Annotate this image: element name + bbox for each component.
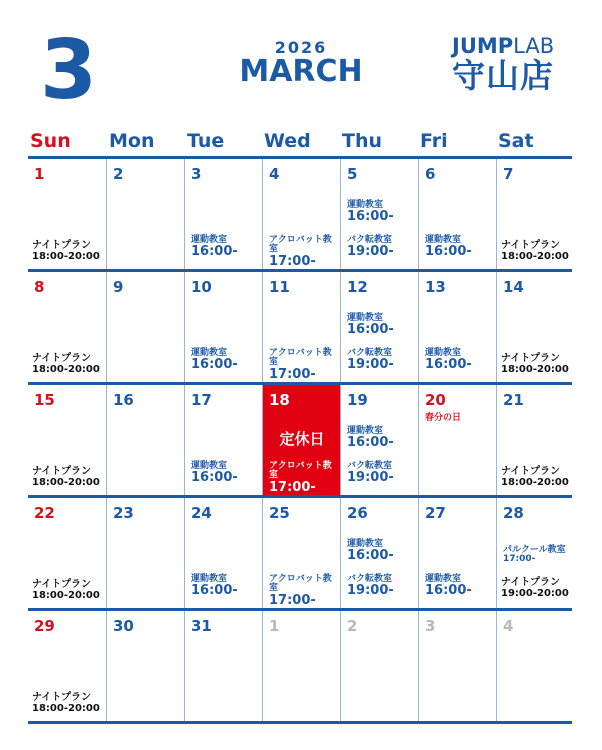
day-number: 21 bbox=[503, 391, 524, 409]
acro-class: アクロバット教室 17:00- bbox=[269, 574, 332, 608]
day-number: 27 bbox=[425, 504, 446, 522]
night-plan: ナイトプラン 18:00-20:00 bbox=[501, 466, 569, 488]
day-number: 2 bbox=[113, 165, 124, 183]
weekday-thu: Thu bbox=[342, 130, 383, 152]
holiday-name: 春分の日 bbox=[425, 413, 462, 423]
day-number: 3 bbox=[191, 165, 202, 183]
day-number: 3 bbox=[425, 617, 436, 635]
day-cell bbox=[106, 498, 184, 608]
day-cell bbox=[106, 611, 184, 721]
day-number: 12 bbox=[347, 278, 368, 296]
undou-class: 運動教室 16:00- bbox=[347, 313, 394, 338]
day-number: 14 bbox=[503, 278, 524, 296]
acro-class: アクロバット教室 17:00- bbox=[269, 461, 332, 495]
day-number: 18 bbox=[269, 391, 290, 409]
store-logo bbox=[452, 36, 582, 95]
undou-class: 運動教室 16:00- bbox=[191, 574, 238, 599]
day-number: 1 bbox=[269, 617, 280, 635]
undou-class: 運動教室 16:00- bbox=[425, 348, 472, 373]
day-cell-next-month bbox=[418, 611, 496, 721]
night-plan: ナイトプラン 18:00-20:00 bbox=[32, 692, 100, 714]
day-number: 17 bbox=[191, 391, 212, 409]
day-number: 26 bbox=[347, 504, 368, 522]
day-number: 20 bbox=[425, 391, 446, 409]
day-number: 24 bbox=[191, 504, 212, 522]
day-number: 9 bbox=[113, 278, 124, 296]
day-cell bbox=[184, 272, 262, 382]
day-cell-next-month bbox=[340, 611, 418, 721]
day-number: 6 bbox=[425, 165, 436, 183]
day-number: 25 bbox=[269, 504, 290, 522]
weekday-fri: Fri bbox=[420, 130, 448, 152]
day-number: 10 bbox=[191, 278, 212, 296]
weekday-sun: Sun bbox=[30, 130, 71, 152]
day-number: 16 bbox=[113, 391, 134, 409]
day-number: 13 bbox=[425, 278, 446, 296]
closed-label: 定休日 bbox=[279, 430, 325, 448]
day-number: 1 bbox=[34, 165, 45, 183]
night-plan: ナイトプラン 18:00-20:00 bbox=[32, 579, 100, 601]
night-plan: ナイトプラン 18:00-20:00 bbox=[32, 353, 100, 375]
day-cell bbox=[262, 159, 340, 269]
undou-class: 運動教室 16:00- bbox=[425, 574, 472, 599]
backflip-class: バク転教室 19:00- bbox=[347, 574, 394, 599]
day-cell bbox=[184, 498, 262, 608]
week-row bbox=[28, 272, 572, 385]
day-cell bbox=[184, 385, 262, 495]
day-number: 5 bbox=[347, 165, 358, 183]
day-cell bbox=[106, 272, 184, 382]
day-number: 30 bbox=[113, 617, 134, 635]
week-row bbox=[28, 611, 572, 724]
day-number: 2 bbox=[347, 617, 358, 635]
backflip-class: バク転教室 19:00- bbox=[347, 348, 394, 373]
day-number: 22 bbox=[34, 504, 55, 522]
day-cell bbox=[496, 159, 572, 269]
night-plan: ナイトプラン 18:00-20:00 bbox=[32, 466, 100, 488]
day-cell bbox=[184, 611, 262, 721]
night-plan: ナイトプラン 18:00-20:00 bbox=[501, 240, 569, 262]
night-plan: ナイトプラン 19:00-20:00 bbox=[501, 577, 569, 599]
day-cell bbox=[28, 159, 106, 269]
year-label: 2026 bbox=[274, 38, 328, 57]
logo-jump: JUMP bbox=[452, 34, 514, 58]
undou-class: 運動教室 16:00- bbox=[191, 348, 238, 373]
undou-class: 運動教室 16:00- bbox=[191, 461, 238, 486]
day-cell-next-month bbox=[496, 611, 572, 721]
day-number: 8 bbox=[34, 278, 45, 296]
day-cell bbox=[496, 498, 572, 608]
day-cell bbox=[28, 272, 106, 382]
day-cell bbox=[28, 385, 106, 495]
day-cell bbox=[106, 385, 184, 495]
backflip-class: バク転教室 19:00- bbox=[347, 235, 394, 260]
acro-class: アクロバット教室 17:00- bbox=[269, 348, 332, 382]
day-number: 23 bbox=[113, 504, 134, 522]
day-cell-closed bbox=[262, 385, 340, 495]
weekday-header bbox=[28, 130, 572, 156]
day-cell bbox=[262, 498, 340, 608]
day-number: 11 bbox=[269, 278, 290, 296]
store-name: 守山店 bbox=[452, 56, 554, 95]
day-number: 19 bbox=[347, 391, 368, 409]
undou-class: 運動教室 16:00- bbox=[347, 426, 394, 451]
day-cell bbox=[418, 272, 496, 382]
week-row bbox=[28, 498, 572, 611]
day-cell bbox=[418, 159, 496, 269]
undou-class: 運動教室 16:00- bbox=[425, 235, 472, 260]
undou-class: 運動教室 16:00- bbox=[191, 235, 238, 260]
day-number: 7 bbox=[503, 165, 514, 183]
day-number: 15 bbox=[34, 391, 55, 409]
month-number: 3 bbox=[40, 23, 98, 118]
undou-class: 運動教室 16:00- bbox=[347, 539, 394, 564]
day-cell-holiday bbox=[418, 385, 496, 495]
logo-lab: LAB bbox=[513, 34, 555, 58]
day-number: 29 bbox=[34, 617, 55, 635]
week-row bbox=[28, 385, 572, 498]
day-cell bbox=[28, 611, 106, 721]
undou-class: 運動教室 16:00- bbox=[347, 200, 394, 225]
day-cell bbox=[418, 498, 496, 608]
day-cell bbox=[340, 385, 418, 495]
week-row bbox=[28, 159, 572, 272]
day-cell bbox=[340, 272, 418, 382]
day-cell bbox=[340, 159, 418, 269]
day-number: 31 bbox=[191, 617, 212, 635]
day-cell bbox=[340, 498, 418, 608]
day-cell bbox=[496, 272, 572, 382]
day-cell bbox=[28, 498, 106, 608]
backflip-class: バク転教室 19:00- bbox=[347, 461, 394, 486]
day-number: 28 bbox=[503, 504, 524, 522]
weekday-mon: Mon bbox=[109, 130, 155, 152]
day-cell bbox=[262, 272, 340, 382]
weekday-sat: Sat bbox=[498, 130, 534, 152]
day-cell bbox=[496, 385, 572, 495]
day-cell bbox=[106, 159, 184, 269]
day-cell bbox=[184, 159, 262, 269]
weekday-tue: Tue bbox=[187, 130, 225, 152]
day-number: 4 bbox=[503, 617, 514, 635]
parkour-class: パルクール教室 17:00- bbox=[503, 545, 566, 565]
night-plan: ナイトプラン 18:00-20:00 bbox=[501, 353, 569, 375]
month-name: MARCH bbox=[239, 54, 363, 89]
weekday-wed: Wed bbox=[264, 130, 311, 152]
night-plan: ナイトプラン 18:00-20:00 bbox=[32, 240, 100, 262]
day-cell-next-month bbox=[262, 611, 340, 721]
acro-class: アクロバット教室 17:00- bbox=[269, 235, 332, 269]
day-number: 4 bbox=[269, 165, 280, 183]
